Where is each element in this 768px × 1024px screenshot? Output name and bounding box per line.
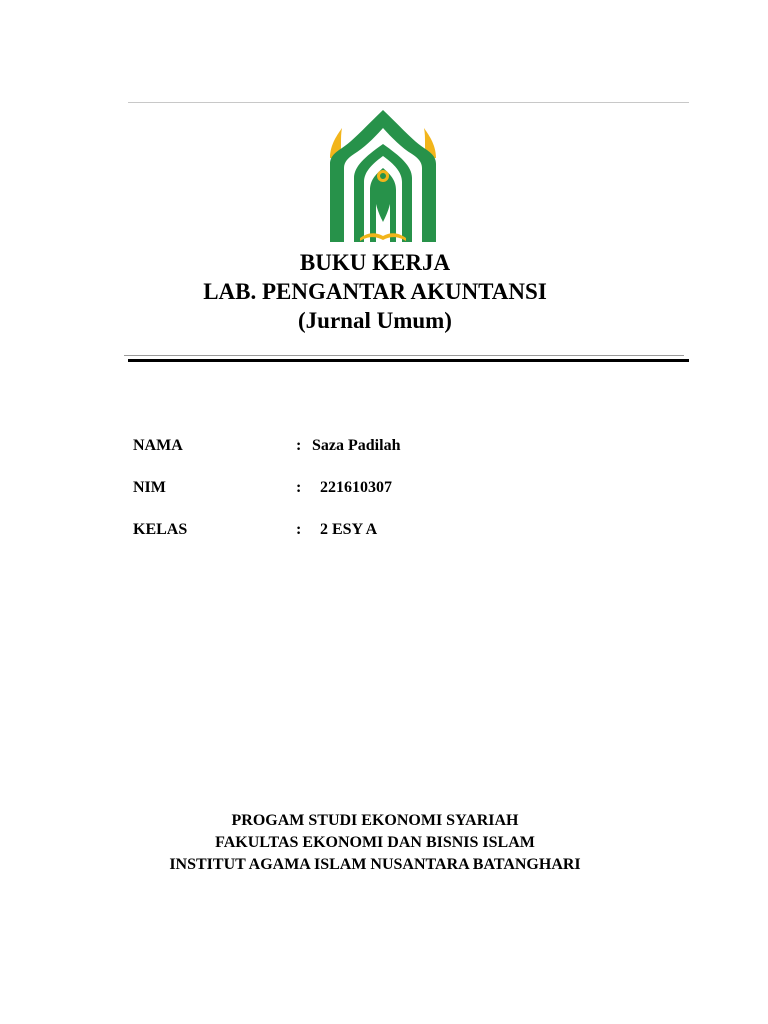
nim-label: NIM [133, 479, 166, 496]
nama-colon: : [296, 437, 302, 454]
kelas-value: 2 ESY A [320, 521, 378, 538]
kelas-colon: : [296, 521, 302, 538]
cover-title [130, 248, 620, 335]
footer-line-1: PROGAM STUDI EKONOMI SYARIAH [231, 812, 519, 829]
footer-line-3: INSTITUT AGAMA ISLAM NUSANTARA BATANGHARI [169, 856, 581, 873]
title-divider-thin [124, 355, 684, 356]
nim-colon: : [296, 479, 302, 496]
kelas-label: KELAS [133, 521, 188, 538]
institution-logo-icon [326, 108, 440, 246]
title-line-1: BUKU KERJA [299, 250, 451, 275]
title-line-2: LAB. PENGANTAR AKUNTANSI [203, 279, 547, 304]
top-divider [128, 102, 689, 103]
nama-label: NAMA [133, 437, 183, 454]
nama-value: Saza Padilah [312, 437, 401, 454]
footer-line-2: FAKULTAS EKONOMI DAN BISNIS ISLAM [215, 834, 535, 851]
institution-footer [130, 810, 620, 876]
title-divider-thick [128, 359, 689, 362]
nim-value: 221610307 [320, 479, 392, 496]
title-line-3: (Jurnal Umum) [298, 308, 452, 333]
